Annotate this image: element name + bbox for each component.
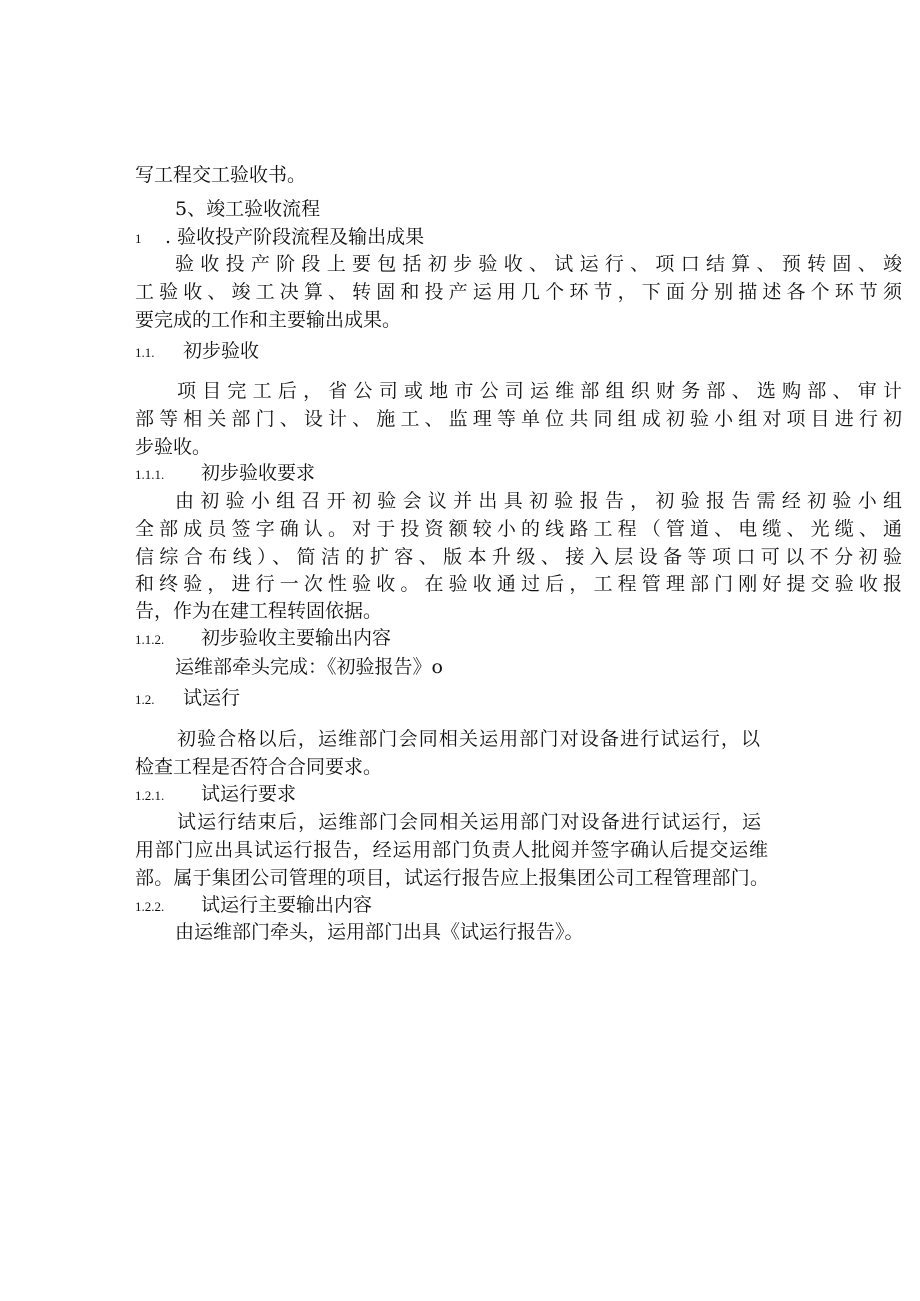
- s111-line-4: 和终验，进行一次性验收。在验收通过后，工程管理部门刚好提交验收报: [135, 573, 902, 595]
- heading-5: 5、竣工验收流程: [175, 198, 321, 220]
- heading-1-number: 1: [135, 231, 142, 246]
- continued-line: 写工程交工验收书。: [135, 164, 307, 186]
- intro-line-3: 要完成的工作和主要输出成果。: [135, 309, 402, 331]
- s12-line-2: 检查工程是否符合合同要求。: [135, 756, 383, 778]
- section-title: 试运行: [183, 687, 241, 709]
- s12-line-1: 初验合格以后，运维部门会同相关运用部门对设备进行试运行，以: [177, 728, 760, 750]
- section-number: 1.1.2.: [135, 632, 165, 647]
- section-1-2-1-heading: [135, 782, 296, 808]
- s112-line: 运维部牵头完成：《初验报告》o: [175, 656, 443, 678]
- s121-line-1: 试运行结束后，运维部门会同相关运用部门对设备进行试运行，运: [177, 811, 761, 833]
- s121-line-3: 部。属于集团公司管理的项目，试运行报告应上报集团公司工程管理部门。: [135, 867, 769, 889]
- section-1-2-2-heading: [135, 893, 372, 919]
- section-number: 1.2.1.: [135, 788, 165, 803]
- s122-line: 由运维部门牵头，运用部门出具《试运行报告》。: [175, 921, 584, 943]
- section-title: 试运行要求: [201, 783, 297, 805]
- section-number: 1.1.: [135, 345, 155, 360]
- section-1-1-1-heading: [135, 461, 315, 487]
- s111-line-2: 全部成员签字确认。对于投资额较小的线路工程（管道、电缆、光缆、通: [135, 518, 902, 540]
- section-number: 1.2.: [135, 692, 155, 707]
- s11-line-1: 项目完工后，省公司或地市公司运维部组织财务部、选购部、审计: [177, 380, 902, 402]
- section-number: 1.1.1.: [135, 467, 165, 482]
- section-1-1-heading: [135, 339, 259, 365]
- section-title: 初步验收要求: [201, 462, 316, 484]
- section-title: 初步验收主要输出内容: [201, 627, 392, 649]
- intro-line-1: 验收投产阶段上要包括初步验收、试运行、项口结算、预转固、竣: [175, 253, 902, 275]
- section-number: 1.2.2.: [135, 899, 165, 914]
- heading-1-title: . 验收投产阶段流程及输出成果: [165, 226, 425, 248]
- intro-line-2: 工验收、竣工决算、转固和投产运用几个环节，下面分别描述各个环节须: [135, 281, 902, 303]
- section-title: 初步验收: [183, 340, 260, 362]
- section-title: 试运行主要输出内容: [201, 894, 373, 916]
- s11-line-2: 部等相关部门、设计、施工、监理等单位共同组成初验小组对项目进行初: [135, 408, 902, 430]
- s11-line-3: 步验收。: [135, 436, 212, 458]
- section-1-2-heading: [135, 686, 240, 712]
- s111-line-3: 信综合布线）、简洁的扩容、版本升级、接入层设备等项口可以不分初验: [135, 546, 902, 568]
- s111-line-1: 由初验小组召开初验会议并出具初验报告，初验报告需经初验小组: [175, 490, 902, 512]
- s111-line-5: 告，作为在建工程转固依据。: [135, 600, 383, 622]
- heading-1: [135, 225, 424, 251]
- s121-line-2: 用部门应出具试运行报告，经运用部门负责人批阅并签字确认后提交运维: [135, 839, 768, 861]
- section-1-1-2-heading: [135, 626, 391, 652]
